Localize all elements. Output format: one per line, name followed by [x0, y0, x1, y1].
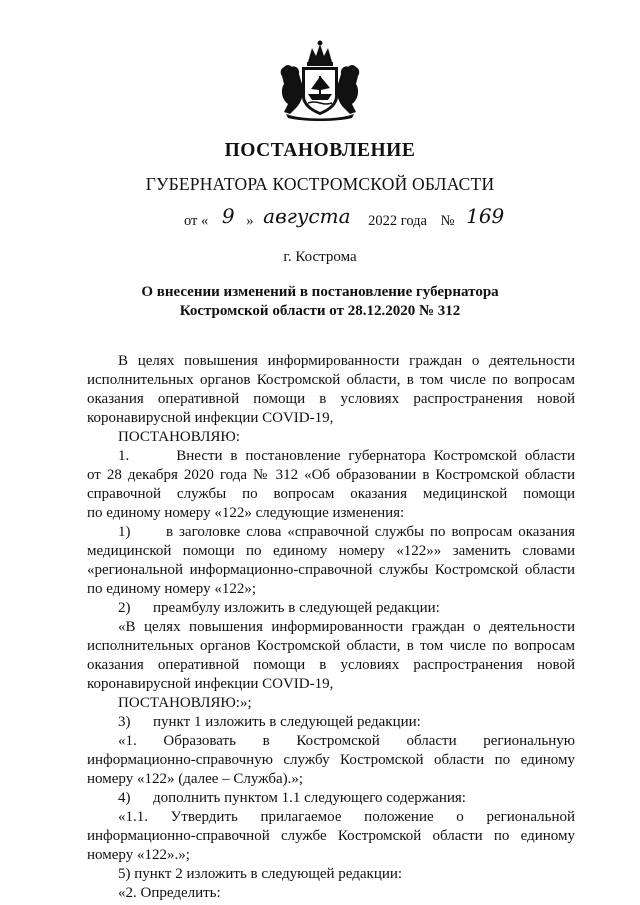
date-quote: » [246, 213, 254, 229]
paragraph-line: 5) пункт 2 изложить в следующей редакции: [118, 866, 403, 882]
paragraph-line: информационно-справочной службе Костромской области по единому [87, 828, 575, 844]
paragraph-line: оказания оперативной помощи в условиях распространения новой [87, 657, 575, 673]
paragraph-line: по единому номеру «122»; [87, 581, 256, 597]
paragraph-line: 3) пункт 1 изложить в следующей редакции: [118, 714, 421, 730]
number-label: № [440, 213, 455, 229]
paragraph-line: справочной службы по вопросам оказания медицинской помощи [87, 486, 575, 502]
paragraph-line: «региональной информационно-справочной службы Костромской области [87, 562, 575, 578]
document-heading [120, 283, 520, 321]
paragraph-line: по единому номеру «122» следующие изменения: [87, 505, 405, 521]
paragraph-line: коронавирусной инфекции COVID-19, [87, 410, 334, 426]
document-number: 169 [466, 204, 505, 228]
date-prefix: от « [184, 213, 209, 229]
paragraph-line: оказания оперативной помощи в условиях распространения новой [87, 391, 575, 407]
paragraph-line: исполнительных органов Костромской области, в том числе по вопросам [87, 372, 575, 388]
paragraph-line: от 28 декабря 2020 года № 312 «Об образовании в Костромской области [87, 467, 575, 483]
decree-word: ПОСТАНОВЛЯЮ:»; [118, 695, 252, 711]
decree-word: ПОСТАНОВЛЯЮ: [118, 429, 240, 445]
date-line [184, 206, 504, 230]
paragraph-line: номеру «122» (далее – Служба).»; [87, 771, 304, 787]
date-day: 9 [221, 204, 235, 228]
date-month: августа [263, 204, 351, 228]
issuer-name: ГУБЕРНАТОРА КОСТРОМСКОЙ ОБЛАСТИ [145, 174, 495, 194]
paragraph-line: информационно-справочную службу Костромской области по единому [87, 752, 575, 768]
paragraph-line: В целях повышения информированности граждан о деятельности [118, 353, 575, 369]
paragraph-line: «1.1. Утвердить прилагаемое положение о региональной [118, 809, 575, 825]
document-body [87, 352, 575, 903]
heading-line: О внесении изменений в постановление губернатора [141, 284, 499, 300]
paragraph-line: 1) в заголовке слова «справочной службы по вопросам оказания [118, 524, 575, 540]
paragraph-line: 1. Внести в постановление губернатора Костромской области [118, 448, 575, 464]
paragraph-line: «В целях повышения информированности граждан о деятельности [118, 619, 575, 635]
paragraph-line: медицинской помощи по единому номеру «122»» заменить словами [87, 543, 575, 559]
city-name: г. Кострома [283, 249, 357, 265]
heading-line: Костромской области от 28.12.2020 № 312 [179, 303, 461, 319]
coat-of-arms-emblem [272, 40, 368, 122]
paragraph-line: номеру «122».»; [87, 847, 190, 863]
paragraph-line: «1. Образовать в Костромской области региональную [118, 733, 575, 749]
paragraph-line: коронавирусной инфекции COVID-19, [87, 676, 334, 692]
paragraph-line: «2. Определить: [118, 885, 221, 901]
document-title: ПОСТАНОВЛЕНИЕ [224, 140, 416, 161]
paragraph-line: 2) преамбулу изложить в следующей редакции: [118, 600, 440, 616]
date-year: 2022 года [368, 213, 427, 229]
paragraph-line: исполнительных органов Костромской области, в том числе по вопросам [87, 638, 575, 654]
paragraph-line: 4) дополнить пунктом 1.1 следующего содержания: [118, 790, 466, 806]
